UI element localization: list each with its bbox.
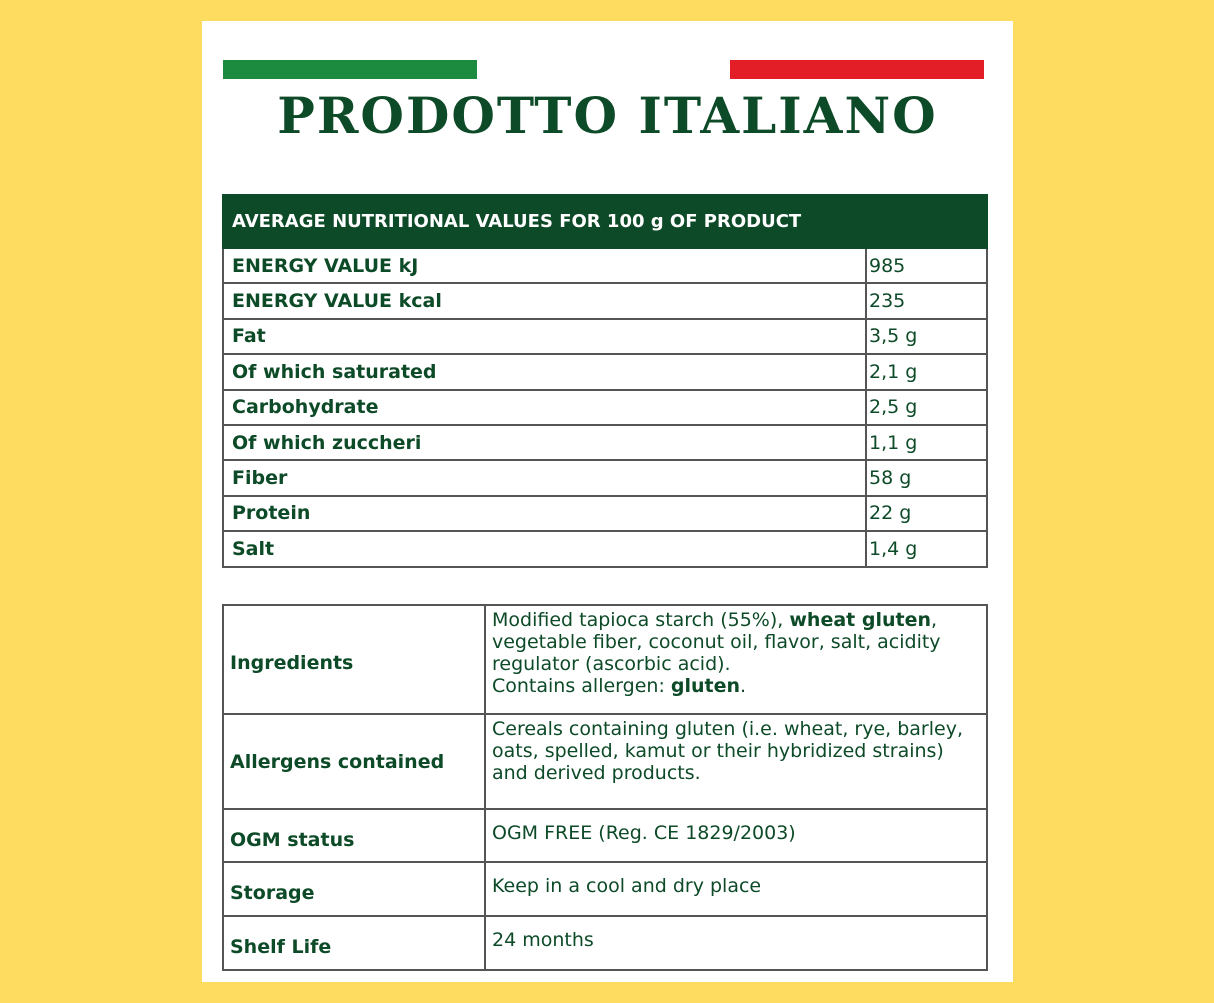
nutrition-label: ENERGY VALUE kcal [223,283,866,318]
nutrition-value: 22 g [866,496,987,531]
nutrition-header: AVERAGE NUTRITIONAL VALUES FOR 100 g OF PRODUCT [223,195,987,248]
nutrition-value: 3,5 g [866,319,987,354]
nutrition-value: 985 [866,248,987,283]
allergens-row [223,714,987,809]
nutrition-value: 235 [866,283,987,318]
ogm-label: OGM status [223,809,485,862]
storage-value: Keep in a cool and dry place [485,862,987,916]
nutrition-row [223,354,987,389]
ingredients-text-2: , vegetable fiber, coconut oil, flavor, salt, acidity regulator (ascorbic acid). [492,609,941,675]
nutrition-value: 1,4 g [866,531,987,566]
nutrition-row [223,531,987,566]
nutrition-label: ENERGY VALUE kJ [223,248,866,283]
nutrition-row [223,283,987,318]
product-info-table [222,604,988,971]
nutrition-label: Protein [223,496,866,531]
ingredients-bold-wheat-gluten: wheat gluten [789,609,931,631]
ingredients-text-3: Contains allergen: [492,675,671,697]
ingredients-bold-gluten: gluten [670,675,741,697]
nutrition-label: Carbohydrate [223,390,866,425]
nutrition-label: Salt [223,531,866,566]
ingredients-row [223,605,987,714]
nutrition-label: Fiber [223,460,866,495]
nutrition-label: Fat [223,319,866,354]
nutrition-row [223,390,987,425]
ingredients-text-1: Modified tapioca starch (55%), [492,609,790,631]
storage-label: Storage [223,862,485,916]
nutrition-row [223,248,987,283]
shelf-life-label: Shelf Life [223,916,485,970]
nutrition-row [223,319,987,354]
nutrition-label: Of which saturated [223,354,866,389]
nutrition-header-row [223,195,987,248]
shelf-life-value: 24 months [485,916,987,970]
nutrition-table [222,194,988,568]
ingredients-text-4: . [740,675,747,697]
nutrition-row [223,425,987,460]
storage-row [223,862,987,916]
allergens-value: Cereals containing gluten (i.e. wheat, rye, barley, oats, spelled, kamut or their hybridized strains) and derived products. [485,714,987,809]
page-title: PRODOTTO ITALIANO [277,86,938,145]
nutrition-value: 2,5 g [866,390,987,425]
ogm-value: OGM FREE (Reg. CE 1829/2003) [485,809,987,862]
shelf-life-row [223,916,987,970]
ogm-row [223,809,987,862]
flag-red-bar [730,60,984,79]
allergens-label: Allergens contained [223,714,485,809]
nutrition-value: 2,1 g [866,354,987,389]
nutrition-value: 1,1 g [866,425,987,460]
nutrition-value: 58 g [866,460,987,495]
flag-green-bar [223,60,477,79]
nutrition-row [223,496,987,531]
product-label-card [202,21,1013,982]
ingredients-value [485,605,987,714]
nutrition-label: Of which zuccheri [223,425,866,460]
ingredients-label: Ingredients [223,605,485,714]
nutrition-row [223,460,987,495]
